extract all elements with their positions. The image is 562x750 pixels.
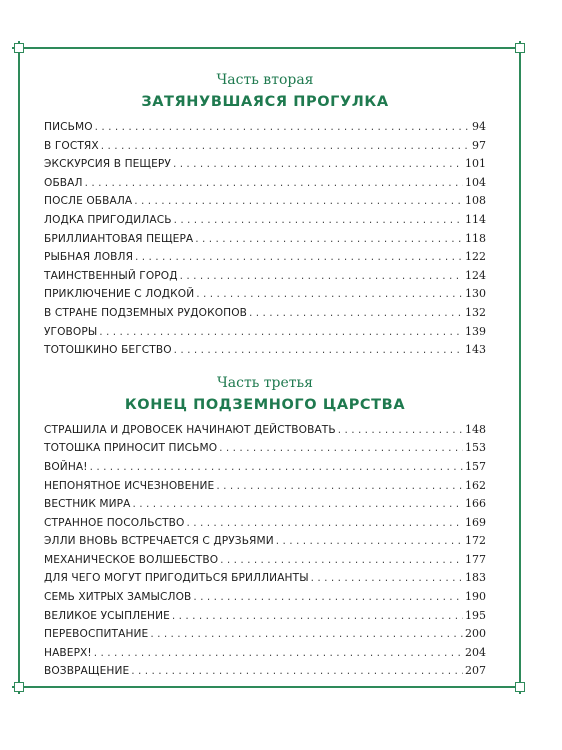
chapter-page-number: 190 [465, 590, 486, 604]
chapter-page-number: 124 [465, 268, 486, 282]
dot-leader [249, 304, 463, 323]
chapter-page-number: 177 [465, 552, 486, 566]
dot-leader [95, 118, 470, 137]
toc-entry [44, 625, 486, 644]
chapter-page-number: 139 [465, 324, 486, 338]
dot-leader [219, 439, 463, 458]
chapter-title: ЭКСКУРСИЯ В ПЕЩЕРУ [44, 158, 171, 171]
part-three-section [44, 373, 486, 681]
dot-leader [150, 625, 463, 644]
chapter-title: МЕХАНИЧЕСКОЕ ВОЛШЕБСТВО [44, 553, 219, 566]
chapter-page-number: 97 [472, 138, 486, 152]
chapter-title: СТРАННОЕ ПОСОЛЬСТВО [44, 516, 185, 529]
chapter-title: ТОТОШКИНО БЕГСТВО [44, 344, 172, 357]
dot-leader [131, 662, 463, 681]
chapter-page-number: 162 [465, 478, 486, 492]
chapter-page-number: 183 [465, 571, 486, 585]
dot-leader [135, 248, 463, 267]
frame-right-line [519, 41, 521, 694]
toc-entry [44, 285, 486, 304]
dot-leader [196, 285, 463, 304]
chapter-page-number: 204 [465, 645, 486, 659]
part-three-label: Часть третья [216, 374, 314, 391]
chapter-page-number: 122 [465, 250, 486, 264]
part-three-title: КОНЕЦ ПОДЗЕМНОГО ЦАРСТВА [124, 396, 406, 413]
dot-leader [134, 192, 463, 211]
dot-leader [172, 607, 463, 626]
toc-entry [44, 230, 486, 249]
toc-entry [44, 569, 486, 588]
frame-corner-top-left-icon [14, 43, 24, 53]
toc-entry [44, 137, 486, 156]
chapter-page-number: 207 [465, 664, 486, 678]
frame-top-line [12, 47, 525, 49]
chapter-page-number: 172 [465, 534, 486, 548]
dot-leader [220, 551, 463, 570]
dot-leader [133, 495, 463, 514]
toc-entry [44, 551, 486, 570]
part-three-chapter-list [44, 421, 486, 681]
toc-entry [44, 421, 486, 440]
toc-entry [44, 118, 486, 137]
dot-leader [94, 644, 463, 663]
dot-leader [195, 230, 463, 249]
frame-left-line [18, 41, 20, 694]
chapter-page-number: 143 [465, 343, 486, 357]
dot-leader [101, 137, 470, 156]
table-of-contents [44, 70, 486, 681]
toc-entry [44, 644, 486, 663]
toc-entry [44, 248, 486, 267]
chapter-title: В СТРАНЕ ПОДЗЕМНЫХ РУДОКОПОВ [44, 306, 247, 319]
dot-leader [174, 341, 463, 360]
toc-entry [44, 211, 486, 230]
chapter-title: В ГОСТЯХ [44, 139, 99, 152]
frame-corner-bottom-left-icon [14, 682, 24, 692]
chapter-title: ПОСЛЕ ОБВАЛА [44, 195, 133, 208]
chapter-title: ОБВАЛ [44, 176, 83, 189]
chapter-title: ПИСЬМО [44, 121, 93, 133]
toc-entry [44, 155, 486, 174]
part-two-label: Часть вторая [216, 72, 314, 88]
chapter-page-number: 130 [465, 287, 486, 301]
toc-entry [44, 495, 486, 514]
dot-leader [85, 174, 463, 193]
chapter-title: ПРИКЛЮЧЕНИЕ С ЛОДКОЙ [44, 288, 195, 301]
part-two-title: ЗАТЯНУВШАЯСЯ ПРОГУЛКА [141, 94, 389, 110]
dot-leader [216, 477, 463, 496]
chapter-page-number: 157 [465, 459, 486, 473]
toc-entry [44, 192, 486, 211]
toc-entry [44, 341, 486, 360]
chapter-title: ВОЗВРАЩЕНИЕ [44, 665, 130, 678]
part-two-chapter-list [44, 118, 486, 360]
toc-entry [44, 532, 486, 551]
chapter-title: ЛОДКА ПРИГОДИЛАСЬ [44, 213, 172, 226]
chapter-title: ВЕСТНИК МИРА [44, 498, 131, 511]
part-two-section [44, 70, 486, 360]
chapter-title: РЫБНАЯ ЛОВЛЯ [44, 251, 134, 264]
toc-entry [44, 458, 486, 477]
chapter-title: ПЕРЕВОСПИТАНИЕ [44, 628, 149, 641]
toc-entry [44, 439, 486, 458]
dot-leader [90, 458, 463, 477]
chapter-title: СТРАШИЛА И ДРОВОСЕК НАЧИНАЮТ ДЕЙСТВОВАТЬ [44, 423, 336, 436]
dot-leader [338, 421, 463, 440]
chapter-title: ВЕЛИКОЕ УСЫПЛЕНИЕ [44, 609, 170, 622]
chapter-title: ВОЙНА! [44, 460, 88, 473]
toc-entry [44, 607, 486, 626]
chapter-page-number: 118 [465, 231, 486, 245]
chapter-title: ЭЛЛИ ВНОВЬ ВСТРЕЧАЕТСЯ С ДРУЗЬЯМИ [44, 535, 274, 548]
chapter-title: ТАИНСТВЕННЫЙ ГОРОД [44, 269, 178, 282]
toc-entry [44, 174, 486, 193]
frame-bottom-line [12, 686, 525, 688]
dot-leader [186, 514, 463, 533]
dot-leader [276, 532, 463, 551]
dot-leader [311, 569, 463, 588]
dot-leader [193, 588, 463, 607]
chapter-page-number: 166 [465, 497, 486, 511]
chapter-title: СЕМЬ ХИТРЫХ ЗАМЫСЛОВ [44, 591, 192, 604]
chapter-page-number: 132 [465, 305, 486, 319]
dot-leader [180, 267, 463, 286]
chapter-page-number: 148 [465, 422, 486, 436]
dot-leader [173, 155, 463, 174]
toc-entry [44, 267, 486, 286]
dot-leader [174, 211, 463, 230]
chapter-title: НАВЕРХ! [44, 646, 92, 659]
chapter-page-number: 94 [472, 120, 486, 133]
chapter-page-number: 108 [465, 194, 486, 208]
toc-entry [44, 588, 486, 607]
chapter-page-number: 114 [465, 212, 486, 226]
dot-leader [99, 323, 463, 342]
frame-corner-bottom-right-icon [515, 682, 525, 692]
toc-entry [44, 477, 486, 496]
frame-corner-top-right-icon [515, 43, 525, 53]
chapter-title: НЕПОНЯТНОЕ ИСЧЕЗНОВЕНИЕ [44, 479, 215, 492]
chapter-title: ТОТОШКА ПРИНОСИТ ПИСЬМО [44, 442, 218, 455]
chapter-title: УГОВОРЫ [44, 325, 98, 338]
chapter-title: БРИЛЛИАНТОВАЯ ПЕЩЕРА [44, 232, 194, 245]
toc-entry [44, 662, 486, 681]
chapter-page-number: 195 [465, 608, 486, 622]
toc-entry [44, 323, 486, 342]
toc-entry [44, 514, 486, 533]
toc-entry [44, 304, 486, 323]
chapter-page-number: 169 [465, 515, 486, 529]
chapter-page-number: 200 [465, 627, 486, 641]
chapter-page-number: 101 [465, 157, 486, 171]
chapter-page-number: 153 [465, 441, 486, 455]
chapter-title: ДЛЯ ЧЕГО МОГУТ ПРИГОДИТЬСЯ БРИЛЛИАНТЫ [44, 572, 309, 585]
chapter-page-number: 104 [465, 175, 486, 189]
